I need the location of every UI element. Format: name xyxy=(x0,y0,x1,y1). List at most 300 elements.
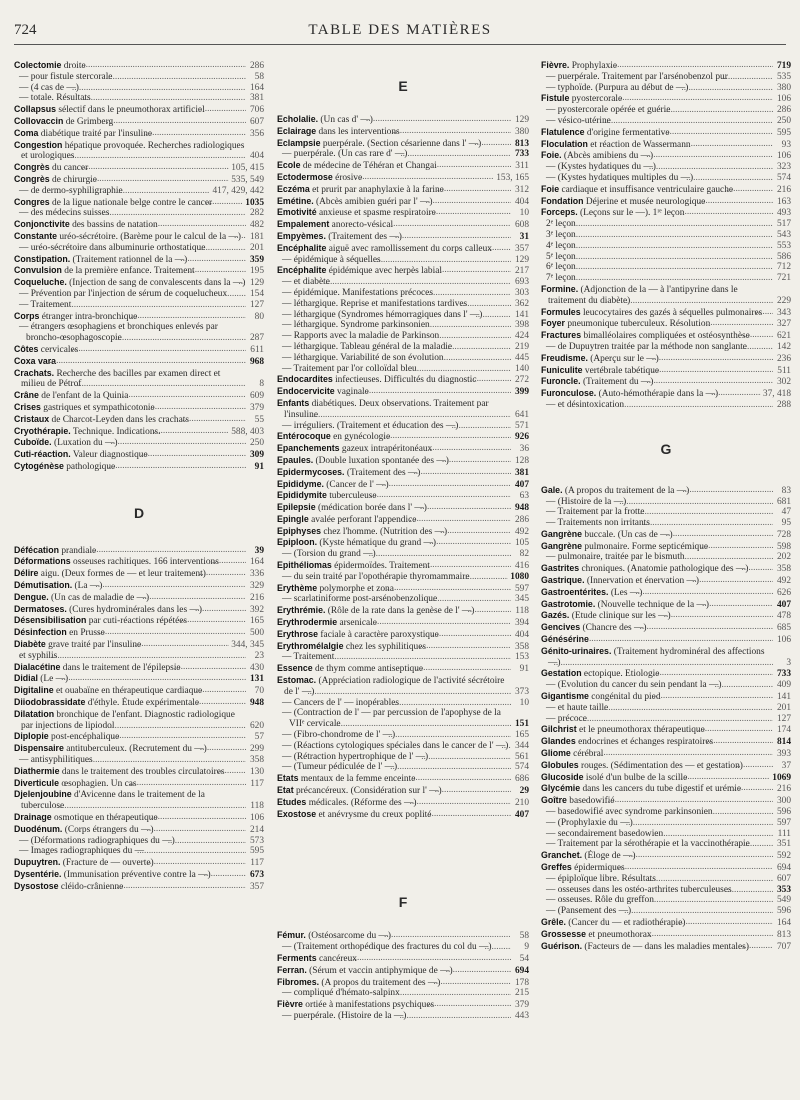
entry-text xyxy=(541,318,773,330)
entry-description: leucocytaires des gazés à séquelles pulmonaires xyxy=(582,307,763,318)
entry-description: — (Torsion du grand —) xyxy=(282,549,376,560)
entry-text xyxy=(14,437,246,449)
index-entry xyxy=(277,698,529,709)
index-entry xyxy=(541,207,791,219)
entry-page-ref: 721 xyxy=(776,273,791,284)
column-left xyxy=(14,60,264,893)
entry-heading: Cuti-réaction. xyxy=(14,449,71,460)
index-entry xyxy=(541,262,791,273)
index-entry xyxy=(541,330,791,342)
entry-page-ref: 686 xyxy=(514,774,529,785)
entry-page-ref: 609 xyxy=(249,391,264,402)
entry-text xyxy=(541,575,773,587)
entry-text xyxy=(277,594,511,605)
entry-page-ref: 607 xyxy=(249,116,264,127)
entry-page-ref: 443 xyxy=(514,1010,529,1021)
entry-description: (Cancer du — et radiothérapie) xyxy=(568,917,686,928)
entry-description: d'origine fermentative xyxy=(586,127,670,138)
entry-description: érosive xyxy=(335,172,363,183)
entry-page-ref: 814 xyxy=(776,737,791,748)
entry-text xyxy=(14,104,246,116)
entry-page-ref: 219 xyxy=(514,341,529,352)
index-entry xyxy=(14,104,264,116)
entry-page-ref: 344, 345 xyxy=(231,640,264,651)
page-title: TABLE DES MATIÈRES xyxy=(308,22,492,38)
entry-text xyxy=(14,651,246,662)
entry-text xyxy=(14,162,229,174)
entry-page-ref: 201 xyxy=(776,702,791,713)
entry-text xyxy=(277,605,511,617)
entry-heading: Grossesse xyxy=(541,928,586,939)
index-entry xyxy=(277,797,529,809)
entry-page-ref: 620 xyxy=(249,720,264,731)
index-entry xyxy=(277,977,529,989)
index-entry xyxy=(14,322,264,344)
index-entry xyxy=(541,680,791,691)
entry-description: — (Réactions cytologiques spéciales dans le cancer de l' —) xyxy=(282,740,509,751)
entry-page-ref: 128 xyxy=(514,455,529,466)
entry-page-ref: 129 xyxy=(514,115,529,125)
entry-heading: Diabète xyxy=(14,639,46,650)
entry-page-ref: 106 xyxy=(776,151,791,162)
entry-page-ref: 733 xyxy=(776,669,791,680)
entry-page-ref: 131 xyxy=(249,674,264,685)
entry-description: — pour fistule stercorale xyxy=(19,71,113,82)
index-entry xyxy=(14,116,264,128)
entry-description: — épidémique à séquelles xyxy=(282,254,381,265)
entry-text xyxy=(14,390,246,402)
index-entry xyxy=(14,243,264,254)
entry-heading: Fémur. xyxy=(277,930,306,941)
entry-text xyxy=(541,353,773,365)
entry-text xyxy=(277,942,511,953)
entry-page-ref: 362 xyxy=(514,298,529,309)
entry-description: cancéreux xyxy=(318,954,357,964)
entry-description: dans le traitement des troubles circulatoires xyxy=(61,766,225,777)
entry-description: (Un cas de maladie de —) xyxy=(51,592,150,603)
entry-text xyxy=(277,537,511,549)
entry-heading: Constipation. xyxy=(14,253,71,264)
entry-page-ref: 493 xyxy=(776,208,791,219)
entry-text xyxy=(541,184,773,196)
entries-c xyxy=(14,60,264,473)
entry-page-ref: 39 xyxy=(254,545,264,556)
entry-text xyxy=(277,490,511,502)
entry-description: des bassins de natation xyxy=(72,220,158,231)
entry-text xyxy=(277,809,511,821)
entry-heading: Eclampsie xyxy=(277,137,321,148)
index-entry xyxy=(541,634,791,646)
entry-heading: Fractures xyxy=(541,330,582,341)
entry-description: prandiale xyxy=(61,545,97,556)
entry-description: pyostercorale xyxy=(571,94,623,105)
entry-description: (Traitement rationnel de la —) xyxy=(72,254,188,265)
entry-text xyxy=(277,299,511,310)
index-entry xyxy=(541,895,791,906)
index-entry xyxy=(277,1011,529,1022)
index-entry xyxy=(277,431,529,443)
entry-description: d'éthyle. Étude expérimentale xyxy=(87,698,199,709)
entry-description: (Traitement des —) xyxy=(346,467,421,478)
entry-page-ref: 380 xyxy=(776,82,791,93)
entry-heading: Gliome xyxy=(541,748,571,759)
entry-text xyxy=(541,139,773,151)
entry-text xyxy=(14,231,246,243)
entry-text xyxy=(541,219,773,230)
index-entry xyxy=(14,414,264,426)
entry-page-ref: 10 xyxy=(519,208,529,219)
entry-description: (médication borée dans l' —) xyxy=(317,503,427,514)
entry-text xyxy=(14,265,246,277)
entry-text xyxy=(541,587,773,599)
entry-page-ref: 141 xyxy=(776,692,791,703)
entry-page-ref: 511 xyxy=(777,365,791,376)
index-entry xyxy=(14,162,264,174)
index-entry xyxy=(14,265,264,277)
entry-page-ref: 813 xyxy=(776,929,791,940)
entry-description: — de Dupuytren traitée par la méthode non sanglante xyxy=(546,341,747,352)
entry-page-ref: 63 xyxy=(519,491,529,502)
entry-text xyxy=(277,265,511,277)
entry-text xyxy=(277,617,511,629)
entry-page-ref: 309 xyxy=(249,450,264,461)
index-entry xyxy=(277,502,529,514)
entry-heading: Dysentérie. xyxy=(14,869,62,879)
entry-page-ref: 359 xyxy=(249,254,264,265)
entry-page-ref: 202 xyxy=(776,552,791,563)
entry-text xyxy=(277,114,511,126)
entry-description: — (Kystes hydatiques multiples du —) xyxy=(546,172,694,183)
entry-text xyxy=(14,869,246,881)
entry-text xyxy=(277,663,511,675)
entry-text xyxy=(277,641,511,653)
entry-description: — Traitement par la frotte xyxy=(546,507,645,518)
index-entry xyxy=(277,231,529,243)
entry-description: — étrangers œsophagiens et bronchiques enlevés par broncho-œsophagoscopie xyxy=(19,322,218,344)
entry-description: antituberculeux. (Recrutement du —) xyxy=(66,744,207,755)
entry-description: (Double luxation spontanée des —) xyxy=(315,455,449,466)
entry-text xyxy=(14,426,229,438)
entry-page-ref: 398 xyxy=(514,320,529,331)
index-entry xyxy=(14,356,264,368)
index-entry xyxy=(277,773,529,785)
entry-description: gazeux intrapéritonéaux xyxy=(341,444,433,455)
entry-heading: Dialacétine xyxy=(14,661,61,672)
entry-page-ref: 129 xyxy=(249,278,264,289)
entry-text xyxy=(14,846,246,857)
entry-description: de chirurgie xyxy=(52,174,97,185)
entry-heading: Erythrose xyxy=(277,628,319,639)
page-header xyxy=(14,14,786,44)
index-entry xyxy=(14,824,264,836)
entry-description: aiguë avec ramollissement du corps calleux xyxy=(328,243,492,254)
entry-heading: Foyer xyxy=(541,318,565,329)
entry-heading: Gigantisme xyxy=(541,691,589,702)
entry-page-ref: 358 xyxy=(776,564,791,575)
index-entry xyxy=(277,988,529,999)
entry-page-ref: 407 xyxy=(514,809,529,820)
entry-page-ref: 302 xyxy=(776,377,791,388)
entry-heading: Epididyme. xyxy=(277,478,324,489)
index-entry xyxy=(277,526,529,538)
entry-text xyxy=(541,376,773,388)
entry-description: — Cancers de l' — inopérables xyxy=(282,697,400,708)
entry-text xyxy=(277,708,511,730)
entry-text xyxy=(14,197,243,209)
entry-heading: Gazés. xyxy=(541,610,570,621)
index-entry xyxy=(541,127,791,139)
entry-page-ref: 482 xyxy=(249,220,264,231)
entry-text xyxy=(541,262,773,273)
entry-description: — (Evolution du cancer du sein pendant la —) xyxy=(546,680,722,691)
entry-heading: Gangrène xyxy=(541,540,583,551)
entry-text xyxy=(14,709,246,732)
entry-description: cléido-crânienne xyxy=(60,881,124,892)
entry-page-ref: 351 xyxy=(776,839,791,850)
entry-heading: Cytogénèse xyxy=(14,460,64,471)
entry-text xyxy=(14,662,246,674)
entry-page-ref: 500 xyxy=(249,628,264,639)
entry-text xyxy=(541,850,773,862)
entry-text xyxy=(14,615,246,627)
entry-description: — des médecins suisses xyxy=(19,208,110,219)
entry-description: — puerpérale. Traitement par l'arsénobenzol pur xyxy=(546,71,728,82)
entry-text xyxy=(277,443,511,455)
entry-text xyxy=(14,461,246,473)
entry-page-ref: 719 xyxy=(776,61,791,71)
entry-page-ref: 3 xyxy=(786,657,791,668)
entry-description: bimalléolaires compliquées et ostéosynthèse xyxy=(583,331,750,342)
entry-text xyxy=(541,646,773,669)
entry-heading: Coxa vara xyxy=(14,355,57,366)
index-entry xyxy=(541,839,791,850)
index-entry xyxy=(14,219,264,231)
entry-description: (Fracture de — ouverte) xyxy=(62,858,154,869)
index-entry xyxy=(14,300,264,311)
entry-description: — de dermo-syphiligraphie xyxy=(19,185,123,196)
entry-page-ref: 95 xyxy=(781,518,791,529)
index-entry xyxy=(541,714,791,725)
entry-description: (Traitement hydrominéral des affections —) xyxy=(548,646,765,668)
entry-text xyxy=(277,741,511,752)
entry-description: — précoce xyxy=(546,713,587,724)
entry-text xyxy=(14,311,246,323)
entry-text xyxy=(277,421,511,432)
entry-description: en Prusse xyxy=(69,628,105,639)
entry-text xyxy=(541,518,773,529)
entry-page-ref: 445 xyxy=(514,352,529,363)
entry-page-ref: 37 xyxy=(781,760,791,771)
index-entry xyxy=(14,615,264,627)
entry-text xyxy=(277,219,511,231)
entry-page-ref: 1035 xyxy=(245,197,264,208)
entry-text xyxy=(277,149,511,160)
entry-description: — et haute taille xyxy=(546,702,609,713)
index-entry xyxy=(14,368,264,391)
entry-text xyxy=(277,797,511,809)
entry-text xyxy=(277,479,511,491)
entry-heading: Diiodobrassidate xyxy=(14,697,86,708)
entry-text xyxy=(541,748,773,760)
entry-text xyxy=(541,829,773,840)
index-entry xyxy=(14,869,264,881)
entry-heading: Dispensaire xyxy=(14,743,64,754)
entry-text xyxy=(277,583,511,595)
entry-description: hépatique provoquée. Recherches radiologiques et urologiques xyxy=(21,140,245,162)
entry-page-ref: 174 xyxy=(776,725,791,736)
entry-description: — (Prophylaxie du —) xyxy=(546,817,633,828)
index-entry xyxy=(541,748,791,760)
entry-page-ref: 47 xyxy=(781,507,791,518)
entry-text xyxy=(277,320,511,331)
index-entry xyxy=(14,197,264,209)
entry-description: cérébral xyxy=(573,749,604,760)
entry-text xyxy=(541,552,773,563)
entry-text xyxy=(541,680,773,691)
entry-page-ref: 381 xyxy=(514,467,529,478)
index-entry xyxy=(14,556,264,568)
entry-heading: Désinfection xyxy=(14,627,67,638)
index-entry xyxy=(277,310,529,321)
entry-description: étranger intra-bronchique xyxy=(41,311,138,322)
entry-page-ref: 91 xyxy=(519,664,529,675)
index-entry xyxy=(14,208,264,219)
index-entry xyxy=(541,599,791,611)
entry-page-ref: 417, 429, 442 xyxy=(212,185,264,196)
entry-heading: Congres xyxy=(14,196,50,207)
index-entry xyxy=(14,128,264,140)
entry-description: (Etude clinique sur les —) xyxy=(571,611,671,622)
entry-description: post-encéphalique xyxy=(51,732,120,743)
index-entry xyxy=(14,186,264,197)
index-entry xyxy=(277,785,529,797)
entry-description: — et diabète xyxy=(282,277,330,288)
entry-heading: Epiploon. xyxy=(277,537,318,548)
index-entry xyxy=(541,284,791,307)
entry-heading: Cristaux xyxy=(14,413,50,424)
entry-page-ref: 164 xyxy=(776,917,791,928)
entry-text xyxy=(277,999,511,1011)
entry-text xyxy=(277,629,511,641)
entry-description: — scarlatiniforme post-arsénobenzolique xyxy=(282,594,438,605)
index-entry xyxy=(277,443,529,455)
entry-heading: Eczéma xyxy=(277,183,310,194)
index-entry xyxy=(541,318,791,330)
entry-description: sélectif dans le pneumothorax artificiel xyxy=(58,105,205,116)
entry-page-ref: 373 xyxy=(514,686,529,697)
index-entry xyxy=(277,342,529,353)
entry-text xyxy=(14,128,246,140)
entry-text xyxy=(541,60,773,72)
index-entry xyxy=(541,874,791,885)
entry-text xyxy=(277,752,511,763)
index-entry xyxy=(14,174,264,186)
index-entry xyxy=(277,490,529,502)
entry-heading: Entérocoque xyxy=(277,431,331,442)
entry-heading: Gencives xyxy=(541,622,581,633)
entry-heading: Déformations xyxy=(14,556,71,567)
index-entry xyxy=(277,219,529,231)
entry-page-ref: 586 xyxy=(776,251,791,262)
entry-heading: Digitaline xyxy=(14,685,54,696)
entry-heading: Djelenjoubine xyxy=(14,789,72,800)
index-entry xyxy=(277,114,529,126)
entry-description: — épiploïque libre. Résultats xyxy=(546,873,656,884)
entry-heading: Epididymite xyxy=(277,490,327,501)
entry-text xyxy=(541,599,773,611)
entry-description: — secondairement basedowien xyxy=(546,828,664,839)
index-entry xyxy=(277,421,529,432)
entry-description: diabétiques. Deux observations. Traitement par l'insuline xyxy=(284,398,489,420)
entry-page-ref: 117 xyxy=(250,858,264,869)
entry-description: arsenicale xyxy=(339,618,377,629)
entry-heading: Ferran. xyxy=(277,964,307,975)
entry-page-ref: 968 xyxy=(249,356,264,367)
entry-heading: Corps xyxy=(14,310,40,321)
entry-page-ref: 1080 xyxy=(510,571,529,582)
index-entry xyxy=(14,743,264,755)
index-entry xyxy=(14,812,264,824)
index-entry xyxy=(14,789,264,812)
entry-page-ref: 57 xyxy=(254,732,264,743)
entry-page-ref: 153, 165 xyxy=(496,172,529,183)
entry-text xyxy=(541,330,773,342)
entry-description: (Le —) xyxy=(40,674,69,685)
entry-heading: Erythrodermie xyxy=(277,617,338,628)
entry-text xyxy=(541,807,773,818)
entry-page-ref: 195 xyxy=(249,266,264,277)
index-entry xyxy=(277,560,529,572)
entry-text xyxy=(14,685,246,697)
entry-heading: Désensibilisation xyxy=(14,615,87,626)
entry-page-ref: 250 xyxy=(249,438,264,449)
entry-text xyxy=(541,736,773,748)
index-entry xyxy=(14,697,264,709)
entry-description: (Auto-hémothérapie dans la —) xyxy=(598,389,719,400)
entry-description: vertébrale tabétique xyxy=(584,365,660,376)
entry-page-ref: 129 xyxy=(514,254,529,265)
entry-page-ref: 399 xyxy=(514,387,529,398)
entry-heading: Formine. xyxy=(541,283,579,294)
entry-heading: Conjonctivite xyxy=(14,219,70,230)
entry-text xyxy=(541,917,773,929)
entry-page-ref: 299 xyxy=(249,744,264,755)
index-entry xyxy=(277,455,529,467)
entry-text xyxy=(541,307,773,319)
entry-heading: Congrès xyxy=(14,162,50,173)
entry-page-ref: 286 xyxy=(249,61,264,71)
entry-text xyxy=(277,930,511,942)
index-entry xyxy=(541,587,791,599)
entry-description: — (Déformations radiographiques du —) xyxy=(19,835,175,846)
entry-page-ref: 29 xyxy=(519,786,529,797)
entry-heading: Collovaccin xyxy=(14,115,64,126)
entry-page-ref: 344 xyxy=(514,740,529,751)
index-entry xyxy=(541,691,791,703)
index-entry xyxy=(14,60,264,72)
entry-heading: Granchet. xyxy=(541,850,583,861)
index-entry xyxy=(277,299,529,310)
index-entry xyxy=(541,829,791,840)
entry-text xyxy=(277,953,511,965)
entry-page-ref: 288 xyxy=(776,399,791,410)
entry-page-ref: 130 xyxy=(249,766,264,777)
entry-text xyxy=(14,592,246,604)
entry-description: en gynécologie xyxy=(333,432,391,443)
entry-page-ref: 356 xyxy=(249,128,264,139)
entry-text xyxy=(277,431,511,443)
entry-page-ref: 142 xyxy=(776,341,791,352)
